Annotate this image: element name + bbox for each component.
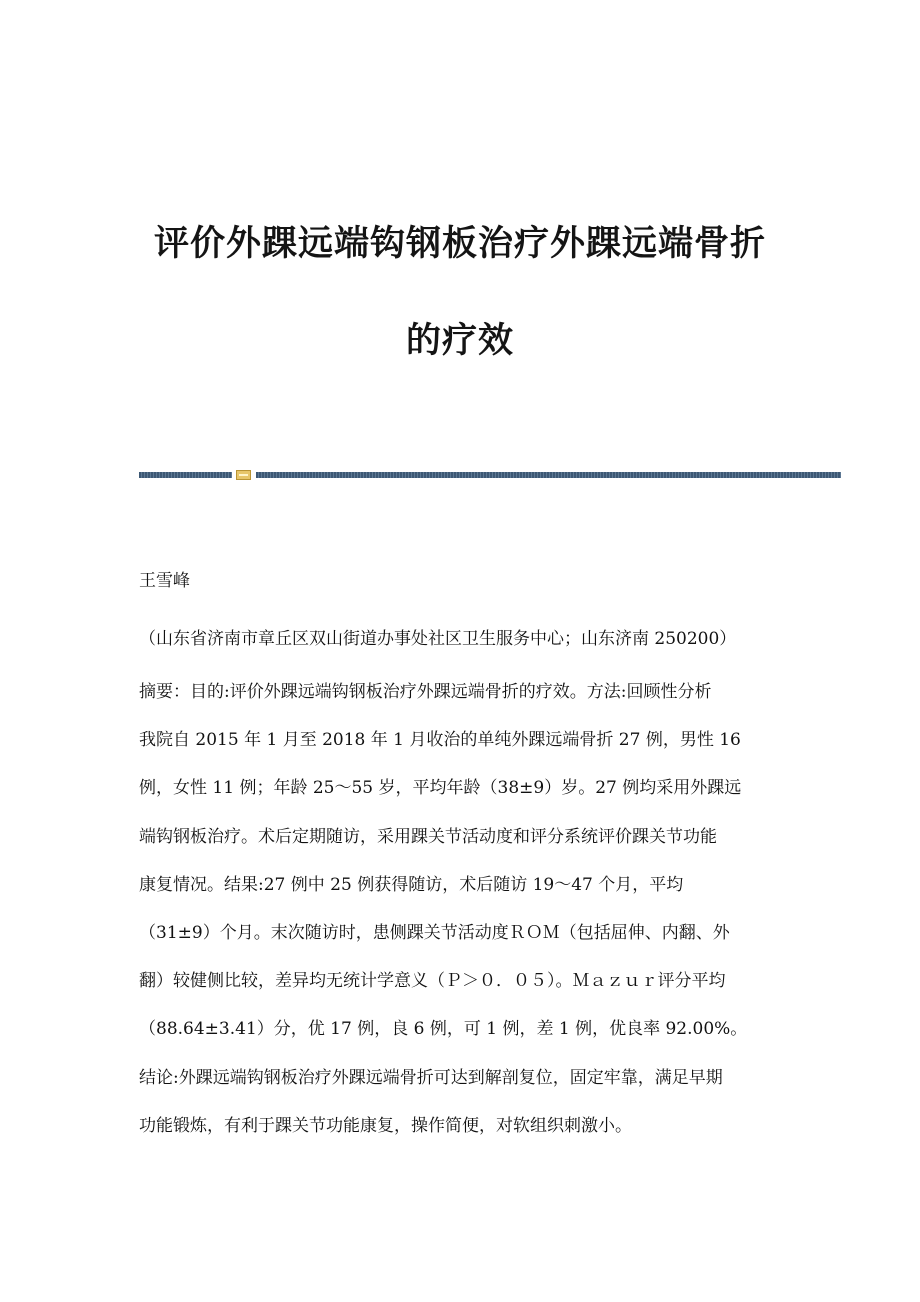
author-affiliation: （山东省济南市章丘区双山街道办事处社区卫生服务中心；山东济南 250200） xyxy=(139,629,737,649)
abstract-line: 例，女性 11 例；年龄 25～55 岁，平均年龄（38±9）岁。27 例均采用外踝远 xyxy=(139,778,742,799)
abstract-line: （31±9）个月。末次随访时，患侧踝关节活动度ＲＯＭ（包括屈伸、内翻、外 xyxy=(139,922,730,943)
abstract-line: 康复情况。结果:27 例中 25 例获得随访，术后随访 19～47 个月，平均 xyxy=(139,874,684,895)
abstract-line: 摘要：目的:评价外踝远端钩钢板治疗外踝远端骨折的疗效。方法:回顾性分析 xyxy=(139,682,712,702)
document-title-line-2: 的疗效 xyxy=(405,321,514,361)
abstract-line: 功能锻炼，有利于踝关节功能康复，操作简便，对软组织刺激小。 xyxy=(139,1115,632,1136)
abstract-line: 端钩钢板治疗。术后定期随访，采用踝关节活动度和评分系统评价踝关节功能 xyxy=(139,826,717,847)
abstract-line: （88.64±3.41）分，优 17 例，良 6 例，可 1 例，差 1 例，优良率 92.00%。 xyxy=(139,1019,748,1040)
abstract-line: 结论:外踝远端钩钢板治疗外踝远端骨折可达到解剖复位，固定牢靠，满足早期 xyxy=(139,1067,723,1088)
abstract xyxy=(139,675,779,1157)
document-title-line-1: 评价外踝远端钩钢板治疗外踝远端骨折 xyxy=(153,224,766,264)
abstract-line: 翻）较健侧比较，差异均无统计学意义（Ｐ＞０．０５）。Ｍａｚｕｒ评分平均 xyxy=(139,971,726,992)
author-name: 王雪峰 xyxy=(139,571,190,591)
divider-bar-left xyxy=(139,472,232,478)
title-divider xyxy=(139,470,841,480)
abstract-line: 我院自 2015 年 1 月至 2018 年 1 月收治的单纯外踝远端骨折 27 例，男性 16 xyxy=(139,730,741,751)
divider-bar-right xyxy=(256,472,841,478)
divider-ornament-icon xyxy=(236,470,251,480)
